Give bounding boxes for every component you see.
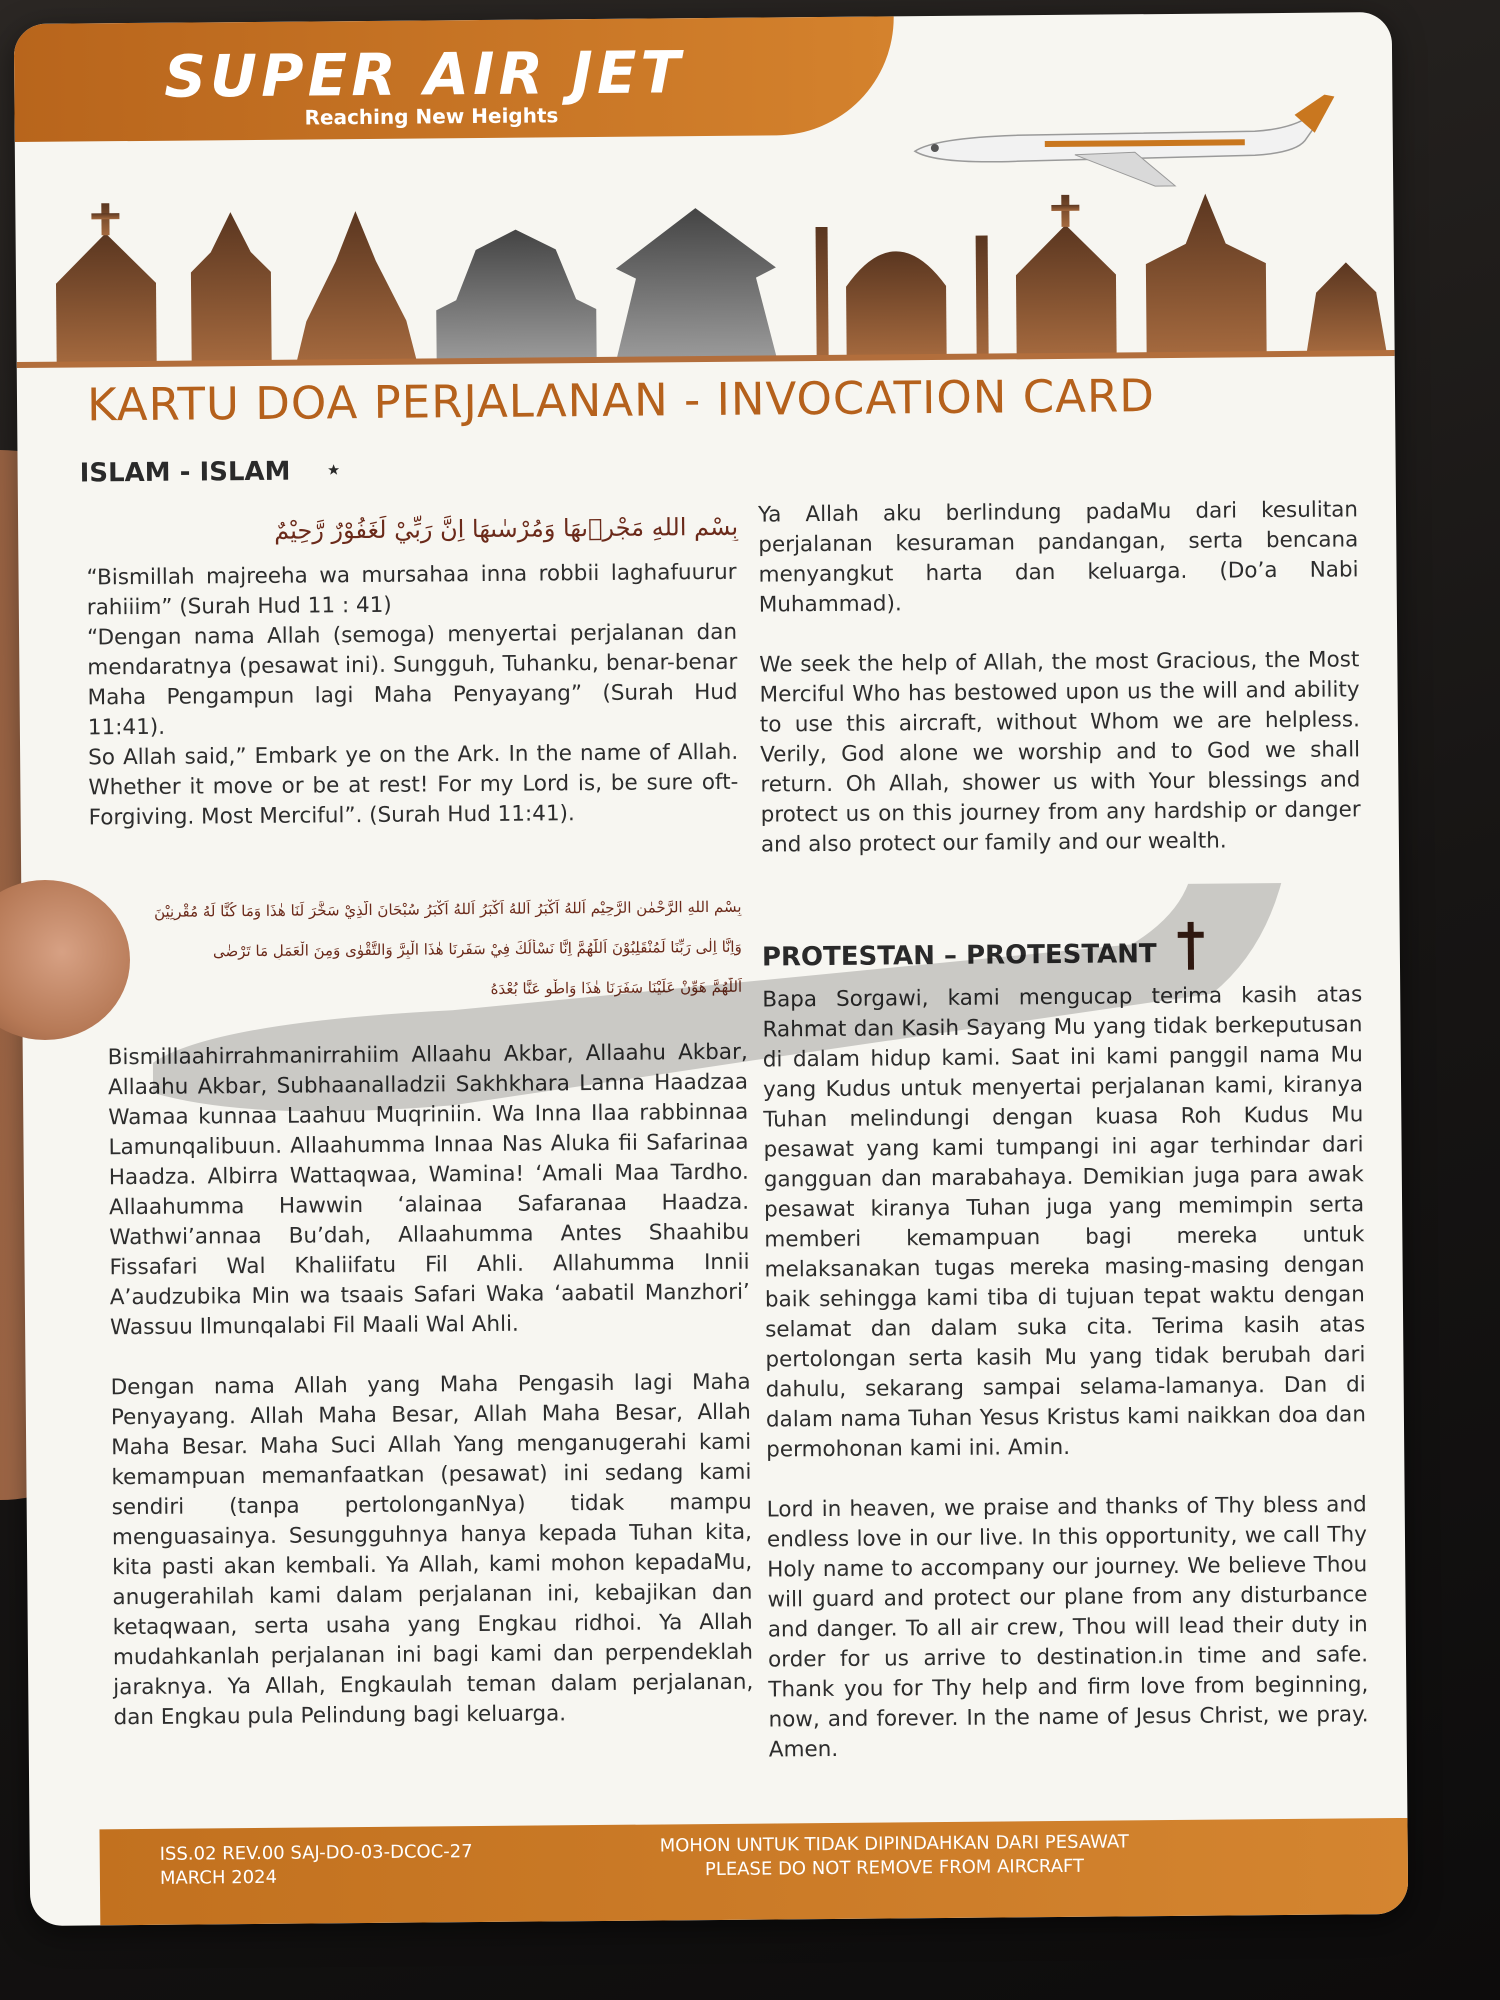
arabic-prayer-line-1: بِسْمِ اللهِ الرَّحْمٰنِ الرَّحِيْمِ اَللهُ اَكْبَرُ اَللهُ اَكْبَرُ اَللهُ اَكْبَرُ سُبْحَانَ الَّذِيْ سَخَّرَ لَنَا هٰذَا وَمَا كُنَّا لَهُ مُقْرِنِيْنَ [153, 897, 742, 921]
islam-heading [79, 451, 341, 488]
footer-notice [660, 1830, 1130, 1882]
islam-english-2: We seek the help of Allah, the most Gracious, the Most Merciful Who has bestowed upon us the will and ability to use this aircraft, without Whom we are helpless. Verily, God alone we worship and to God we shall return. Oh Allah, shower us with Your blessings and protect us on this journey from any hardship or danger and also protect our family and our wealth. [759, 647, 1361, 858]
islam-transliteration-1: “Bismillah majreeha wa mursahaa inna robbii laghafuurur rahiiim” (Surah Hud 11 : 41) [86, 559, 737, 621]
protestant-indonesian: Bapa Sorgawi, kami mengucap terima kasih atas Rahmat dan Kasih Sayang Mu yang tidak berkeputusan di dalam hidup kami. Saat ini kami panggil nama Mu yang Kudus untuk menyertai perjalanan kami, kiranya Tuhan melindungi dengan kuasa Roh Kudus Mu pesawat yang kami tumpangi ini agar terhindar dari gangguan dan marabahaya. Demikian juga para awak pesawat kiranya Tuhan juga yang memimpin serta memberi kemampuan bagi mereka untuk melaksanakan tugas mereka masing-masing dengan baik sehingga kami tiba di tujuan tepat waktu dengan selamat dan dalam suka cita. Terima kasih atas pertolongan serta kasih Mu yang tidak berubah dari dahulu, sekarang sampai selama-lamanya. Dan di dalam nama Tuhan Yesus Kristus kami naikkan doa dan permohonan kami ini. Amin. [762, 982, 1367, 1463]
cross-icon [1176, 922, 1206, 970]
islam-column-left-top [86, 558, 738, 834]
document-code: ISS.02 REV.00 SAJ-DO-03-DCOC-27 [159, 1841, 473, 1865]
notice-indonesian: MOHON UNTUK TIDAK DIPINDAHKAN DARI PESAWAT [659, 1831, 1129, 1857]
islam-column-left-bottom [108, 1038, 754, 1734]
islam-indonesian-1: “Dengan nama Allah (semoga) menyertai perjalanan dan mendaratnya (pesawat ini). Sungguh, Tuhanku, benar-benar Maha Pengampun lagi Maha Penyayang” (Surah Hud 11:41). [86, 619, 738, 741]
arabic-prayer-line-3: اَللّٰهُمَّ هَوِّنْ عَلَيْنَا سَفَرَنَا هٰذَا وَاطْوِ عَنَّا بُعْدَهُ [490, 977, 743, 998]
places-of-worship-skyline [15, 162, 1395, 374]
protestant-heading [762, 922, 1206, 974]
islam-heading-text: ISLAM - ISLAM [79, 456, 291, 489]
footer-document-info [160, 1840, 473, 1891]
footer-band [99, 1818, 1408, 1925]
protestant-english: Lord in heaven, we praise and thanks of Thy bless and endless love in our live. In this opportunity, we call Thy Holy name to accompany our journey. We believe Thou will guard and protect our plane from any disturbance and danger. To all air crew, Thou will lead their duty in order for us arrive to destination.in time and safe. Thank you for Thy help and firm love from beginning, now, and forever. In the name of Jesus Christ, we pray. Amen. [766, 1492, 1369, 1763]
brand-tagline: Reaching New Heights [304, 103, 559, 130]
arabic-verse-1: بِسْمِ اللهِ مَجْرٖىهَا وَمُرْسٰىهَا اِنَّ رَبِّيْ لَغَفُوْرٌ رَّحِيْمٌ [274, 512, 739, 545]
brand-logo: SUPER AIR JET [163, 38, 685, 111]
islam-transliteration-2: Bismillaahirrahmanirrahiim Allaahu Akbar, Allaahu Akbar, Allaahu Akbar, Subhaanalladzii Sakhkhara Lanna Haadzaa Wamaa kunnaa Laahuu Muqriniin. Wa Inna Ilaa rabbinnaa Lamunqalibuun. Allaahumma Innaa Nas Aluka fii Safarinaa Haadza. Albirra Wattaqwaa, Wamina! ‘Amali Maa Tardho. Allaahumma Hawwin ‘alainaa Safaranaa Haadza. Wathwi’annaa Bu’dah, Allaahumma Antes Shaahibu Fissafari Wal Khaliifatu Fil Ahli. Allahumma Innii A’audzubika Min wa tsaais Safari Waka ‘aabatil Manzhori’ Wassuu Ilmunqalabi Fil Maali Wal Ahli. [107, 1039, 750, 1341]
invocation-card [14, 12, 1409, 1926]
islam-english-1: So Allah said,” Embark ye on the Ark. In the name of Allah. Whether it move or be at rest! For my Lord is, be sure oft-Forgiving. Most Merciful”. (Surah Hud 11:41). [88, 739, 739, 831]
crescent-icon [307, 451, 341, 485]
islam-column-right [758, 495, 1361, 860]
arabic-prayer-line-2: وَاِنَّا اِلٰى رَبِّنَا لَمُنْقَلِبُوْنَ اَللّٰهُمَّ اِنَّا نَسْأَلُكَ فِيْ سَفَرِنَا هٰذَا الْبِرَّ وَالتَّقْوٰى وَمِنَ الْعَمَلِ مَا تَرْضٰى [212, 937, 742, 961]
islam-indonesian-2: Dengan nama Allah yang Maha Pengasih lagi Maha Penyayang. Allah Maha Besar, Allah Maha Besar, Allah Maha Besar. Maha Suci Allah Yang menganugerahi kami kemampuan memanfaatkan (pesawat) ini sedang kami sendiri (tanpa pertolonganNya) tidak mampu menguasainya. Sesungguhnya hanya kepada Tuhan kita, kita pasti akan kembali. Ya Allah, kami mohon kepadaMu, anugerahilah kami dalam perjalanan ini, kebajikan dan ketaqwaan, serta usaha yang Engkau ridhoi. Ya Allah mudahkanlah perjalanan ini bagi kami dan perpendeklah jaraknya. Ya Allah, Engkaulah teman dalam perjalanan, dan Engkau pula Pelindung bagi keluarga. [110, 1369, 754, 1731]
protestant-heading-text: PROTESTAN – PROTESTANT [761, 939, 1157, 973]
card-title: KARTU DOA PERJALANAN - INVOCATION CARD [86, 369, 1156, 432]
islam-indonesian-3: Ya Allah aku berlindung padaMu dari kesulitan perjalanan kesuraman pandangan, serta bencana menyangkut harta dan keluarga. (Do’a Nabi Muhammad). [757, 497, 1359, 618]
protestant-column [762, 980, 1369, 1765]
document-date: MARCH 2024 [159, 1866, 278, 1889]
notice-english: PLEASE DO NOT REMOVE FROM AIRCRAFT [704, 1855, 1085, 1881]
brand-header [14, 16, 895, 142]
